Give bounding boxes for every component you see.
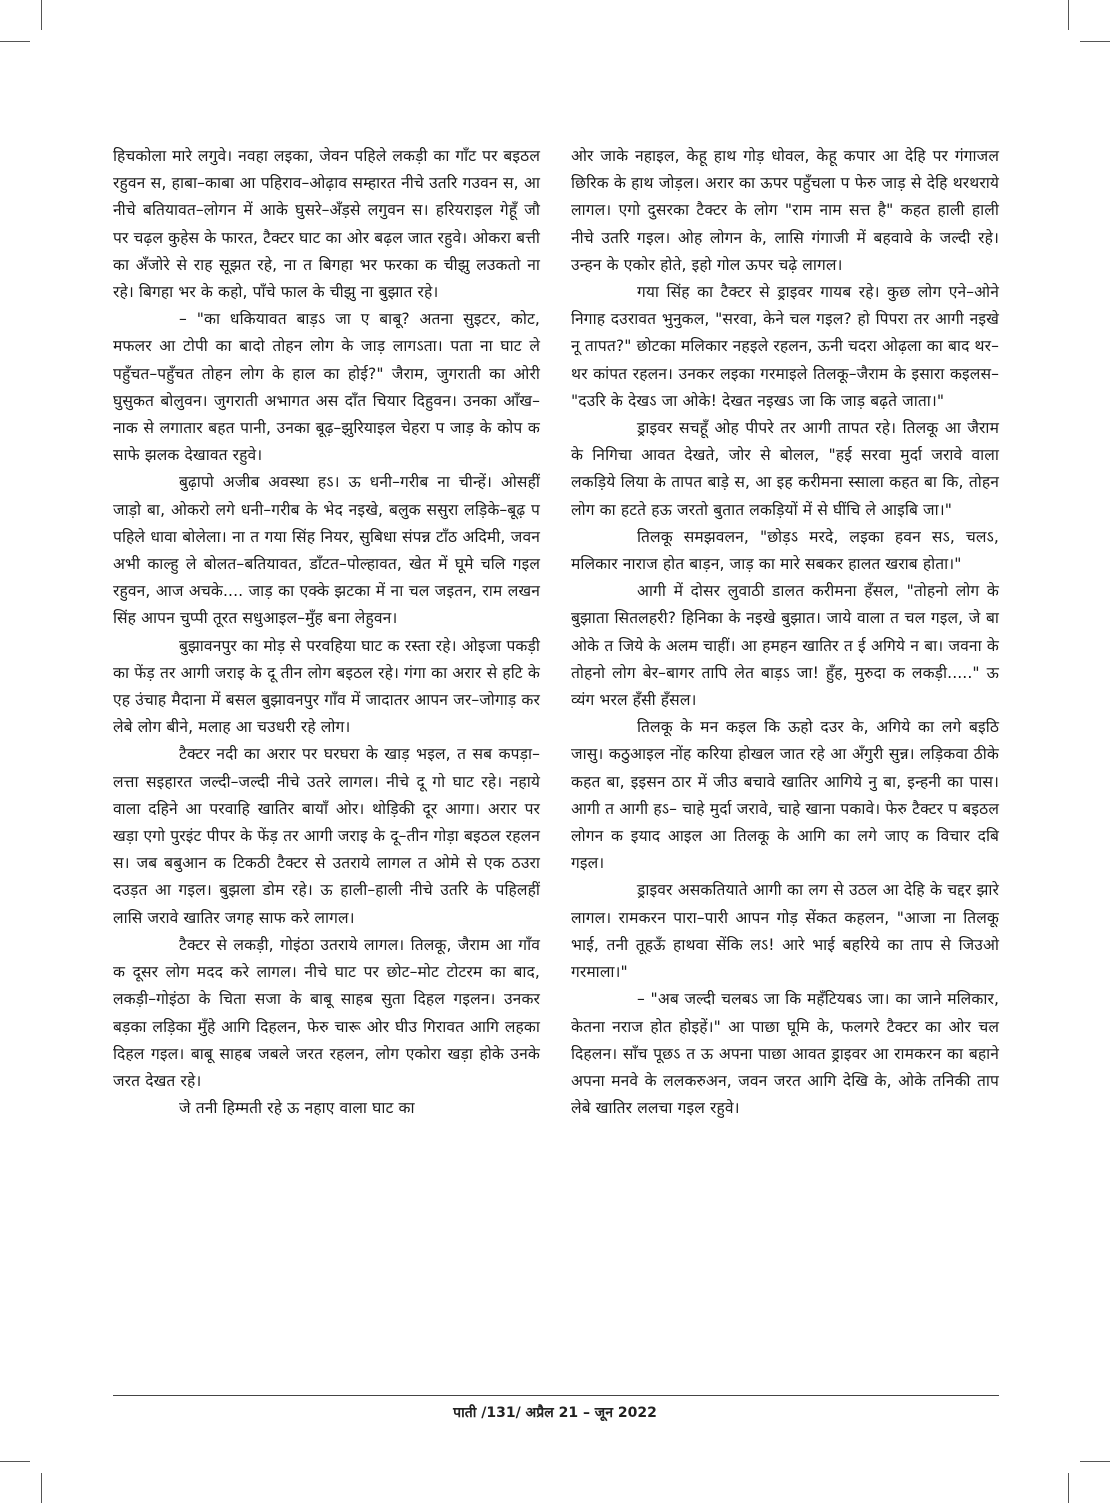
crop-mark (1068, 1473, 1069, 1503)
paragraph: आगी में दोसर लुवाठी डालत करीमना हँसल, "तोहनो लोग के बुझाता सितलहरी? हिनिका के नइखे बुझात। जाये वाला त चल गइल, जे बा ओके त जिये के अलम चाहीं। आ हमहन खातिर त ई अगिये न बा। जवना के तोहनो लोग बेर–बागर तापि लेत बाड़ऽ जा! हुँह, मुरुदा क लकड़ी....." ऊ व्यंग भरल हँसी हँसल। (571, 582, 999, 710)
paragraph: बुढ़ापो अजीब अवस्था हऽ। ऊ धनी–गरीब ना चीन्हें। ओसहीं जाड़ो बा, ओकरो लगे धनी–गरीब के भेद नइखे, बलुक ससुरा लड़िके–बूढ़ प पहिले धावा बोलेला। ना त गया सिंह नियर, सुबिधा संपन्न टाँठ अदिमी, जवन अभी काल्हु ले बोलत–बतियावत, डाँटत–पोल्हावत, खेत में घूमे चलि गइल रहुवन, आज अचके.... जाड़ का एक्के झटका में ना चल जइतन, राम लखन सिंह आपन चुप्पी तूरत सधुआइल–मुँह बना लेहुवन। (113, 473, 540, 628)
page-footer: पाती /131/ अप्रैल 21 – जून 2022 (453, 1405, 657, 1421)
paragraph: तिलकू समझवलन, "छोड़ऽ मरदे, लइका हवन सऽ, चलऽ, मलिकार नाराज होत बाड़न, जाड़ का मारे सबकर हालत खराब होता।" (571, 527, 999, 574)
paragraph: ड्राइवर सचहूँ ओह पीपरे तर आगी तापत रहे। तिलकू आ जैराम के निगिचा आवत देखते, जोर से बोलल, "हई सरवा मुर्दा जरावे वाला लकड़िये लिया के तापत बाड़े स, आ इह करीमना स्साला कहत बा कि, तोहन लोग का हटते हऊ जरतो बुतात लकड़ियों में से घींचि ले आइबि जा।" (571, 419, 999, 519)
crop-mark (0, 41, 30, 42)
crop-mark (1080, 41, 1110, 42)
crop-mark (0, 1461, 30, 1462)
paragraph: हिचकोला मारे लगुवे। नवहा लइका, जेवन पहिले लकड़ी का गाँट पर बइठल रहुवन स, हाबा–काबा आ पहिराव–ओढ़ाव सम्हारत नीचे उतरि गउवन स, आ नीचे बतियावत–लोगन में आके घुसरे–अँड़से लगुवन स। हरियराइल गेहूँ जौ पर चढ़ल कुहेस के फारत, टैक्टर घाट का ओर बढ़ल जात रहुवे। ओकरा बत्ती का अँजोरे से राह सूझत रहे, ना त बिगहा भर फरका क चीझु लउकतो ना रहे। बिगहा भर के कहो, पाँचे फाल के चीझु ना बुझात रहे। (113, 147, 540, 302)
paragraph: – "का धकियावत बाड़ऽ जा ए बाबू? अतना सुइटर, कोट, मफलर आ टोपी का बादो तोहन लोग के जाड़ लागऽता। पता ना घाट ले पहुँचत–पहुँचत तोहन लोग के हाल का होई?" जैराम, जुगराती का ओरी घुसुकत बोलुवन। जुगराती अभागत अस दाँत चियार दिहुवन। उनका आँख–नाक से लगातार बहत पानी, उनका बूढ़–झुरियाइल चेहरा प जाड़ के कोप क साफे झलक देखावत रहुवे। (113, 310, 540, 465)
left-column (113, 143, 540, 1122)
crop-mark (41, 0, 42, 30)
paragraph: ड्राइवर असकतियाते आगी का लग से उठल आ देहि के चद्दर झारे लागल। रामकरन पारा–पारी आपन गोड़ सेंकत कहलन, "आजा ना तिलकू भाई, तनी तूहऊँ हाथवा सेंकि लऽ! आरे भाई बहरिये का ताप से जिउओ गरमाला।" (571, 881, 999, 982)
right-column (571, 143, 999, 1122)
paragraph: टैक्टर नदी का अरार पर घरघरा के खाड़ भइल, त सब कपड़ा–लत्ता सइहारत जल्दी–जल्दी नीचे उतरे लागल। नीचे दू गो घाट रहे। नहाये वाला दहिने आ परवाहि खातिर बायाँ ओर। थोड़िकी दूर आगा। अरार पर खड़ा एगो पुरइंट पीपर के फेंड़ तर आगी जराइ के दू–तीन गोड़ा बइठल रहलन स। जब बबुआन क टिकठी टैक्टर से उतराये लागल त ओमे से एक ठउरा दउड़त आ गइल। बुझला डोम रहे। ऊ हाली–हाली नीचे उतरि के पहिलहीं लासि जरावे खातिर जगह साफ करे लागल। (113, 745, 540, 927)
crop-mark (1080, 1461, 1110, 1462)
paragraph: तिलकू के मन कइल कि ऊहो दउर के, अगिये का लगे बइठि जासु। कठुआइल नोंह करिया होखल जात रहे आ अँगुरी सुन्न। लड़िकवा ठीके कहत बा, इइसन ठार में जीउ बचावे खातिर आगिये नु बा, इन्हनी का पास। आगी त आगी हऽ– चाहे मुर्दा जरावे, चाहे खाना पकावे। फेरु टैक्टर प बइठल लोगन क इयाद आइल आ तिलकू के आगि का लगे जाए क विचार दबि गइल। (571, 718, 999, 873)
paragraph: टैक्टर से लकड़ी, गोइंठा उतराये लागल। तिलकू, जैराम आ गाँव क दूसर लोग मदद करे लागल। नीचे घाट पर छोट–मोट टोटरम का बाद, लकड़ी–गोइंठा के चिता सजा के बाबू साहब सुता दिहल गइलन। उनकर बड़का लड़िका मुँहे आगि दिहलन, फेरु चारू ओर घीउ गिरावत आगि लहका दिहल गइल। बाबू साहब जबले जरत रहलन, लोग एकोरा खड़ा होके उनके जरत देखत रहे। (113, 935, 540, 1090)
crop-mark (1068, 0, 1069, 30)
paragraph: जे तनी हिम्मती रहे ऊ नहाए वाला घाट का (179, 1099, 415, 1118)
paragraph: बुझावनपुर का मोड़ से परवहिया घाट क रस्ता रहे। ओइजा पकड़ी का फेंड़ तर आगी जराइ के दू तीन लोग बइठल रहे। गंगा का अरार से हटि के एह उंचाह मैदाना में बसल बुझावनपुर गाँव में जादातर आपन जर–जोगाड़ कर लेबे लोग बीने, मलाह आ चउधरी रहे लोग। (113, 636, 540, 737)
paragraph: गया सिंह का टैक्टर से ड्राइवर गायब रहे। कुछ लोग एने–ओने निगाह दउरावत भुनुकल, "सरवा, केने चल गइल? हो पिपरा तर आगी नइखे नू तापत?" छोटका मलिकार नहइले रहलन, ऊनी चदरा ओढ़ला का बाद थर–थर कांपत रहलन। उनकर लइका गरमाइले तिलकू–जैराम के इसारा कइलस– "दउरि के देखऽ जा ओके! देखत नइखऽ जा कि जाड़ बढ़ते जाता।" (571, 283, 999, 410)
footer-divider (113, 1395, 999, 1396)
paragraph: – "अब जल्दी चलबऽ जा कि महँटियबऽ जा। का जाने मलिकार, केतना नराज होत होइहें।" आ पाछा घूमि के, फलगरे टैक्टर का ओर चल दिहलन। साँच पूछऽ त ऊ अपना पाछा आवत ड्राइवर आ रामकरन का बहाने अपना मनवे के ललकरुअन, जवन जरत आगि देखि के, ओके तनिकी ताप लेबे खातिर ललचा गइल रहुवे। (571, 990, 999, 1118)
paragraph: ओर जाके नहाइल, केहू हाथ गोड़ धोवल, केहू कपार आ देहि पर गंगाजल छिरिक के हाथ जोड़ल। अरार का ऊपर पहुँचला प फेरु जाड़ से देहि थरथराये लागल। एगो दुसरका टैक्टर के लोग "राम नाम सत्त है" कहत हाली हाली नीचे उतरि गइल। ओह लोगन के, लासि गंगाजी में बहवावे के जल्दी रहे।उन्हन के एकोर होते, इहो गोल ऊपर चढ़े लागल। (571, 147, 999, 274)
crop-mark (41, 1473, 42, 1503)
